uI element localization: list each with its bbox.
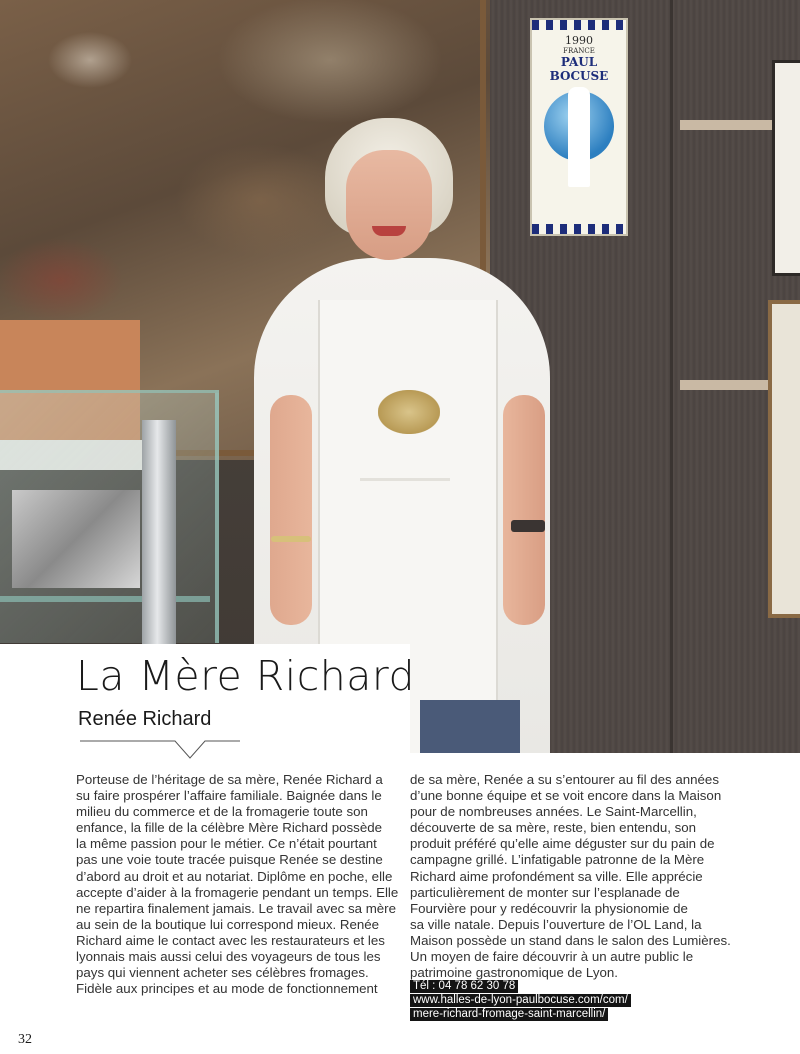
- body-line: accepte d’aider à la fromagerie pendant un temps. Elle: [76, 884, 399, 900]
- body-line: d’une bonne équipe et se voit encore dans la Maison: [410, 788, 722, 804]
- paul-bocuse-sign: [530, 18, 628, 236]
- body-line: Richard aime profondément sa ville. Elle apprécie: [410, 868, 703, 884]
- wall-frame: [772, 60, 800, 276]
- body-line: campagne grillé. L’infatigable patronne de la Mère: [410, 852, 705, 868]
- body-line: sa ville natale. Depuis l’ouverture de l’OL Land, la: [410, 916, 702, 932]
- watch: [511, 520, 545, 532]
- apron-logo: [378, 390, 440, 434]
- sign-checker-border: [532, 224, 626, 234]
- title-divider: [80, 738, 240, 762]
- body-line: Richard aime le contact avec les restaurateurs et les: [76, 932, 385, 948]
- chef-figure: [568, 87, 590, 187]
- body-column-left: [76, 772, 400, 997]
- body-line: patrimoine gastronomique de Lyon.: [410, 965, 618, 981]
- body-line: Fourvière pour y redécouvrir la physionomie de: [410, 900, 688, 916]
- body-line: lyonnais mais aussi celui des voyageurs de tous les: [76, 949, 381, 965]
- page-number: 32: [18, 1032, 32, 1047]
- woman-arm: [270, 395, 312, 625]
- showcase-post: [142, 420, 176, 650]
- body-line: Fidèle aux principes et au mode de fonctionnement: [76, 981, 378, 997]
- body-line: de sa mère, Renée a su s’entourer au fil des années: [410, 772, 719, 787]
- sign-year: 1990: [565, 34, 593, 47]
- body-line: su faire prospérer l’affaire familiale. Baignée dans le: [76, 788, 382, 804]
- woman-smile: [372, 226, 406, 236]
- body-line: au sein de la boutique lui correspond mieux. Renée: [76, 916, 380, 932]
- body-line: milieu du commerce et de la fromagerie toute son: [76, 804, 368, 820]
- apron-tie: [360, 478, 450, 501]
- wall-panel-line: [670, 0, 673, 753]
- sign-name: PAUL BOCUSE: [549, 55, 609, 83]
- body-line: d’abord au droit et au notariat. Diplôme en poche, elle: [76, 868, 393, 884]
- body-line: la même passion pour le métier. Ce n’était pourtant: [76, 836, 377, 852]
- contact-block: [410, 980, 740, 1022]
- body-line: produit préféré qu’elle aime déguster sur du pain de: [410, 836, 715, 852]
- body-line: Porteuse de l’héritage de sa mère, Renée Richard a: [76, 772, 383, 787]
- globe-icon: [544, 91, 614, 161]
- woman-arm: [503, 395, 545, 625]
- jeans: [420, 700, 520, 753]
- body-line: Maison possède un stand dans le salon des Lumières.: [410, 932, 731, 948]
- woman-face: [346, 150, 432, 260]
- article-subtitle: Renée Richard: [78, 708, 212, 730]
- foil-wrapped-cheese: [12, 490, 140, 588]
- sign-checker-border: [532, 20, 626, 30]
- bracelet: [271, 536, 311, 542]
- body-line: particulièrement de monter sur l’esplanade de: [410, 884, 680, 900]
- body-line: enfance, la fille de la célèbre Mère Richard possède: [76, 820, 383, 836]
- body-line: ne repartira finalement jamais. Le travail avec sa mère: [76, 900, 397, 916]
- article-title: La Mère Richard: [76, 652, 416, 700]
- body-line: pays qui viennent acheter ses célèbres fromages.: [76, 965, 369, 981]
- body-line: pour de nombreuses années. Le Saint-Marcellin,: [410, 804, 697, 820]
- wall-frame: [768, 300, 800, 618]
- sign-country: FRANCE: [563, 47, 595, 55]
- contact-url-line-2[interactable]: mere-richard-fromage-saint-marcellin/: [410, 1008, 608, 1021]
- body-column-right: [410, 772, 732, 981]
- body-line: Un moyen de faire découvrir à un autre public le: [410, 949, 694, 965]
- body-line: découverte de sa mère, reste, bien entendu, son: [410, 820, 697, 836]
- showcase-shelf: [0, 596, 210, 602]
- body-line: pas une voie toute tracée puisque Renée se destine: [76, 852, 383, 868]
- contact-url-line-1[interactable]: www.halles-de-lyon-paulbocuse.com/com/: [410, 994, 631, 1007]
- contact-phone: Tél : 04 78 62 30 78: [410, 980, 518, 993]
